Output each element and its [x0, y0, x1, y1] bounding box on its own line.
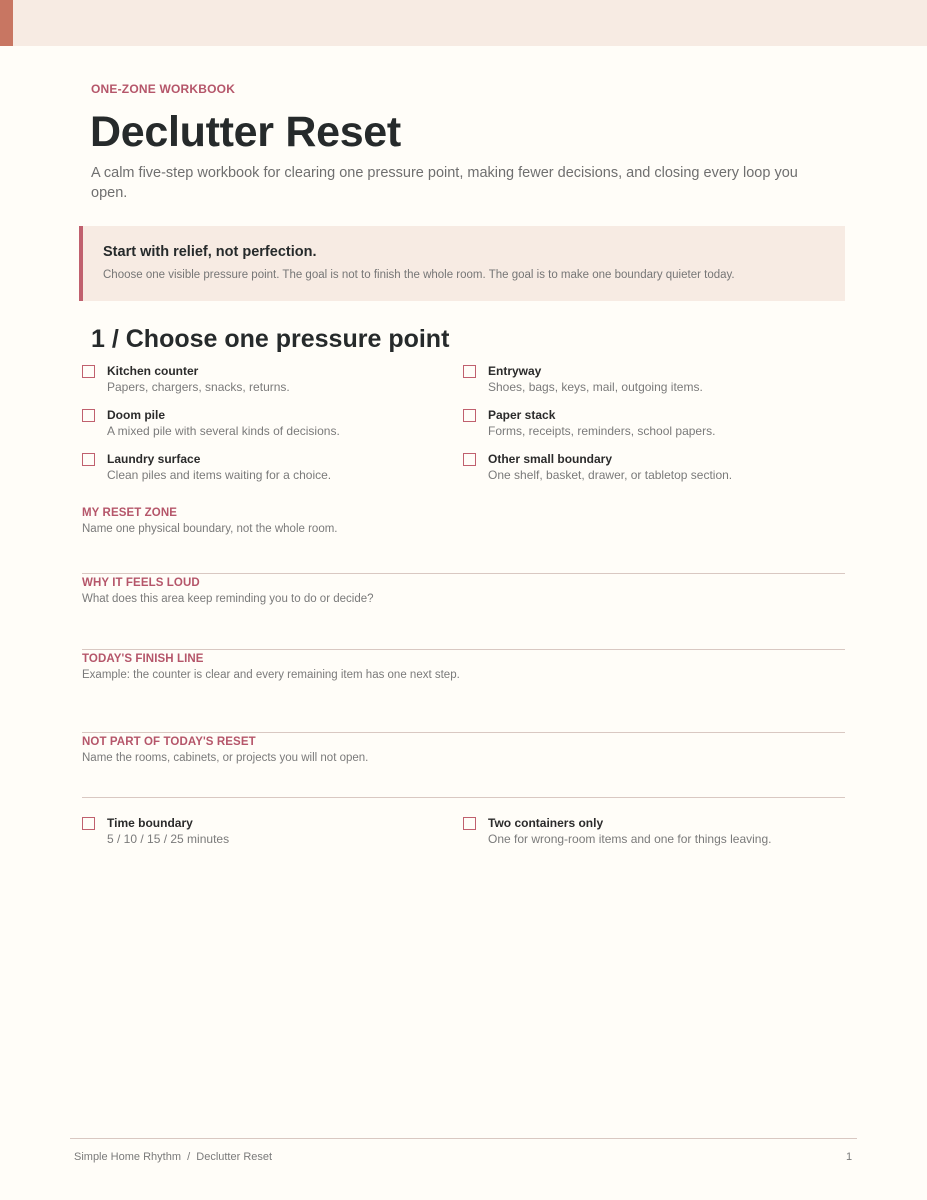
top-band-accent [0, 0, 13, 46]
footer-title: Simple Home Rhythm / Declutter Reset [74, 1151, 273, 1163]
field-help: Name one physical boundary, not the whole room. [82, 523, 338, 535]
field-my-reset-zone[interactable] [82, 507, 845, 574]
checkbox[interactable] [82, 365, 95, 378]
option-description: 5 / 10 / 15 / 25 minutes [107, 832, 230, 846]
option-description: Forms, receipts, reminders, school papers. [488, 424, 716, 438]
field-help: Name the rooms, cabinets, or projects you will not open. [82, 752, 369, 764]
page-title: Declutter Reset [90, 108, 401, 156]
option-label: Laundry surface [107, 452, 201, 466]
callout-text: Choose one visible pressure point. The goal is not to finish the whole room. The goal is to make one boundary quieter today. [103, 269, 735, 281]
option-description: Clean piles and items waiting for a choice. [107, 468, 332, 482]
option-description: One for wrong-room items and one for things leaving. [488, 832, 772, 846]
option-label: Time boundary [107, 816, 193, 830]
field-label: WHY IT FEELS LOUD [82, 577, 200, 589]
checkbox[interactable] [82, 817, 95, 830]
section-title: 1 / Choose one pressure point [91, 325, 450, 353]
option-label: Two containers only [488, 816, 604, 830]
checkbox[interactable] [82, 409, 95, 422]
callout-title: Start with relief, not perfection. [103, 244, 317, 260]
option-description: Shoes, bags, keys, mail, outgoing items. [488, 380, 703, 394]
field-label: TODAY'S FINISH LINE [82, 653, 204, 665]
page-subtitle: A calm five-step workbook for clearing one pressure point, making fewer decisions, and closing every loop you open. [91, 165, 798, 201]
option-label: Other small boundary [488, 452, 613, 466]
option-label: Doom pile [107, 408, 166, 422]
checkbox[interactable] [463, 817, 476, 830]
field-not-part-of-reset[interactable] [82, 736, 845, 798]
eyebrow-label: ONE-ZONE WORKBOOK [91, 82, 236, 96]
option-label: Paper stack [488, 408, 556, 422]
field-why-it-feels-loud[interactable] [82, 577, 845, 650]
field-label: MY RESET ZONE [82, 507, 178, 519]
option-description: Papers, chargers, snacks, returns. [107, 380, 290, 394]
option-label: Entryway [488, 364, 542, 378]
option-description: One shelf, basket, drawer, or tabletop section. [488, 468, 733, 482]
checkbox[interactable] [463, 453, 476, 466]
checkbox[interactable] [82, 453, 95, 466]
checkbox[interactable] [463, 365, 476, 378]
checkbox[interactable] [463, 409, 476, 422]
field-help: Example: the counter is clear and every remaining item has one next step. [82, 669, 460, 681]
top-band [0, 0, 927, 46]
callout-box [79, 226, 845, 301]
page-number: 1 [846, 1151, 853, 1163]
field-label: NOT PART OF TODAY'S RESET [82, 736, 256, 748]
footer-divider [70, 1138, 857, 1139]
option-label: Kitchen counter [107, 364, 199, 378]
field-help: What does this area keep reminding you to do or decide? [82, 593, 374, 605]
field-todays-finish-line[interactable] [82, 653, 845, 733]
option-description: A mixed pile with several kinds of decisions. [107, 424, 340, 438]
